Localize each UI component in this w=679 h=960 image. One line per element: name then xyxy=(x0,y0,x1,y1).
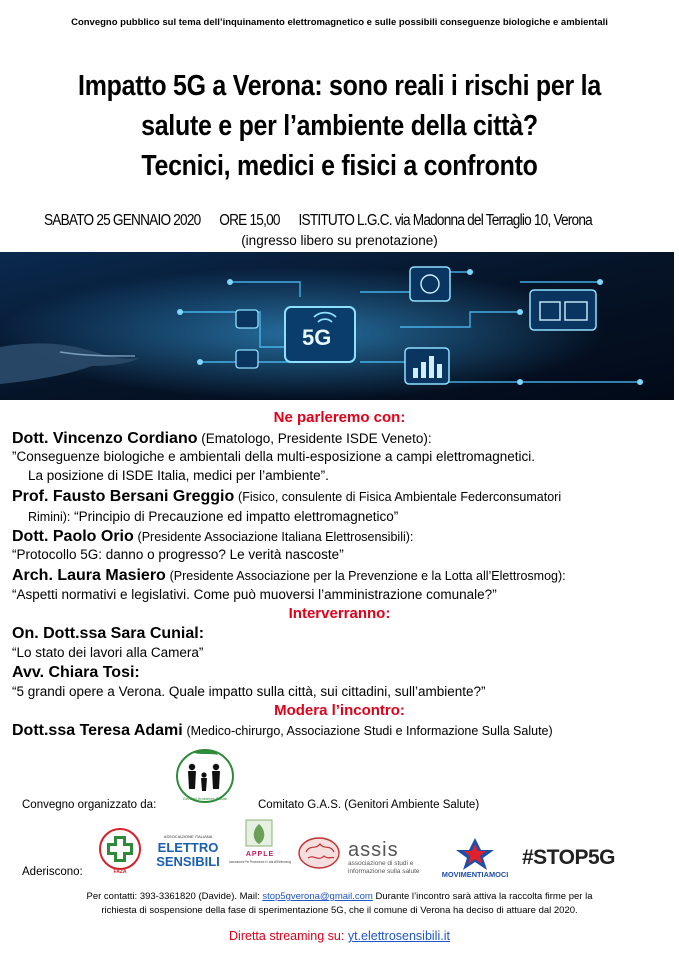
gas-committee-logo xyxy=(172,745,238,805)
speaker-1-talk-line-2: La posizione di ISDE Italia, medici per l’ambiente”. xyxy=(28,468,329,483)
intervention-2-name: Avv. Chiara Tosi: xyxy=(12,664,140,681)
assis-logo-title: assis xyxy=(348,839,399,861)
speaker-2-talk-text: “Principio di Precauzione ed impatto elettromagnetico” xyxy=(74,509,399,524)
speakers-heading: Ne parleremo con: xyxy=(273,409,406,426)
speaker-3-talk: “Protocollo 5G: danno o progresso? Le verità nascoste” xyxy=(12,547,344,562)
intervention-2-talk: “5 grandi opere a Verona. Quale impatto sulla città, sui cittadini, sull’ambiente?” xyxy=(12,684,486,699)
apple-logo-title: APPLE xyxy=(245,851,275,858)
contact-info xyxy=(0,890,679,918)
speaker-2 xyxy=(12,488,561,506)
supporters-label: Aderiscono: xyxy=(22,866,83,878)
banner-5g-badge: 5G xyxy=(302,325,332,350)
elettrosensibili-text-1: ELETTRO xyxy=(157,840,219,855)
streaming-label: Diretta streaming su: xyxy=(229,929,348,943)
gas-logo-text: Genitori Ambiente Salute xyxy=(182,796,228,801)
speaker-1 xyxy=(12,430,432,448)
movimentiamoci-logo-text: MOVIMENTIAMOCI xyxy=(441,870,509,879)
event-time: ORE 15,00 xyxy=(219,212,280,229)
brain-icon xyxy=(296,834,342,872)
event-venue: ISTITUTO L.G.C. via Madonna del Terraglio 10, Verona xyxy=(298,212,592,229)
stop5g-logo: #STOP5G xyxy=(522,846,615,869)
contact-email-link[interactable]: stop5gverona@gmail.com xyxy=(262,891,373,902)
organizer-name: Comitato G.A.S. (Genitori Ambiente Salute) xyxy=(258,799,480,811)
contact-line-1-rest: Durante l’incontro sarà attiva la raccolta firme per la xyxy=(372,891,593,902)
event-date: SABATO 25 GENNAIO 2020 xyxy=(44,212,201,229)
streaming-link[interactable]: yt.elettrosensibili.it xyxy=(347,929,450,943)
admission-note: (ingresso libero su prenotazione) xyxy=(241,233,438,248)
speaker-4-name: Arch. Laura Masiero xyxy=(12,567,166,584)
moderator-name: Dott.ssa Teresa Adami xyxy=(12,722,183,739)
interventions-heading: Interverranno: xyxy=(288,605,391,622)
apple-logo-subtitle: Associazione Per Prevenzione e Lotta all'Elettrosmog xyxy=(229,860,292,864)
speaker-3-role: (Presidente Associazione Italiana Elettrosensibili): xyxy=(137,530,414,544)
speaker-3 xyxy=(12,528,413,546)
title-line-3: Tecnici, medici e fisici a confronto xyxy=(141,150,538,182)
intervention-1-name: On. Dott.ssa Sara Cunial: xyxy=(12,625,205,642)
speaker-2-name: Prof. Fausto Bersani Greggio xyxy=(12,488,235,505)
speaker-3-name: Dott. Paolo Orio xyxy=(12,528,134,545)
movimentiamoci-logo xyxy=(436,834,514,878)
top-note: Convegno pubblico sul tema dell’inquinamento elettromagnetico e sulle possibili conseguenze biologiche e ambientali xyxy=(71,17,608,28)
apple-association-logo xyxy=(228,818,292,876)
red-cross-association-logo xyxy=(94,826,146,876)
speaker-2-role-line-2: Rimini): xyxy=(28,510,71,524)
elettrosensibili-small-text: ASSOCIAZIONE ITALIANA xyxy=(163,834,213,839)
speaker-4-role: (Presidente Associazione per la Prevenzione e la Lotta all’Elettrosmog): xyxy=(169,569,566,583)
tech-banner-image xyxy=(0,252,674,400)
elettrosensibili-text-2: SENSIBILI xyxy=(156,854,220,869)
speaker-1-name: Dott. Vincenzo Cordiano xyxy=(12,430,198,447)
title-line-2: salute e per l’ambiente della città? xyxy=(141,110,538,142)
assis-logo-line-2: informazione sulla salute xyxy=(348,868,420,875)
title-line-1: Impatto 5G a Verona: sono reali i rischi per la xyxy=(78,70,601,102)
assis-logo-line-1: associazione di studi e xyxy=(348,860,414,867)
speaker-1-role: (Ematologo, Presidente ISDE Veneto): xyxy=(201,431,432,446)
intervention-1-talk: “Lo stato dei lavori alla Camera” xyxy=(12,645,204,660)
moderator-heading: Modera l’incontro: xyxy=(274,702,405,719)
organizer-label: Convegno organizzato da: xyxy=(22,799,157,811)
assis-logo xyxy=(342,836,442,876)
event-when xyxy=(44,212,608,230)
contact-prefix: Per contatti: 393-3361820 (Davide). Mail: xyxy=(86,891,263,902)
contact-line-1 xyxy=(0,890,679,904)
elettrosensibili-logo xyxy=(152,832,224,874)
speaker-2-role: (Fisico, consulente di Fisica Ambientale Federconsumatori xyxy=(238,490,562,504)
cross-logo-text: FAZA xyxy=(113,869,127,875)
moderator-role: (Medico-chirurgo, Associazione Studi e Informazione Sulla Salute) xyxy=(186,724,553,738)
speaker-1-talk-line-1: ”Conseguenze biologiche e ambientali della multi-esposizione a campi elettromagnetici. xyxy=(12,449,536,464)
streaming-info xyxy=(0,929,679,943)
speaker-2-talk xyxy=(28,509,398,524)
contact-line-2: richiesta di sospensione della fase di sperimentazione 5G, che il comune di Verona ha deciso di attuare dal 2020. xyxy=(101,905,578,916)
speaker-4 xyxy=(12,567,566,585)
moderator xyxy=(12,722,553,740)
speaker-4-talk: “Aspetti normativi e legislativi. Come può muoversi l’amministrazione comunale?” xyxy=(12,587,497,602)
